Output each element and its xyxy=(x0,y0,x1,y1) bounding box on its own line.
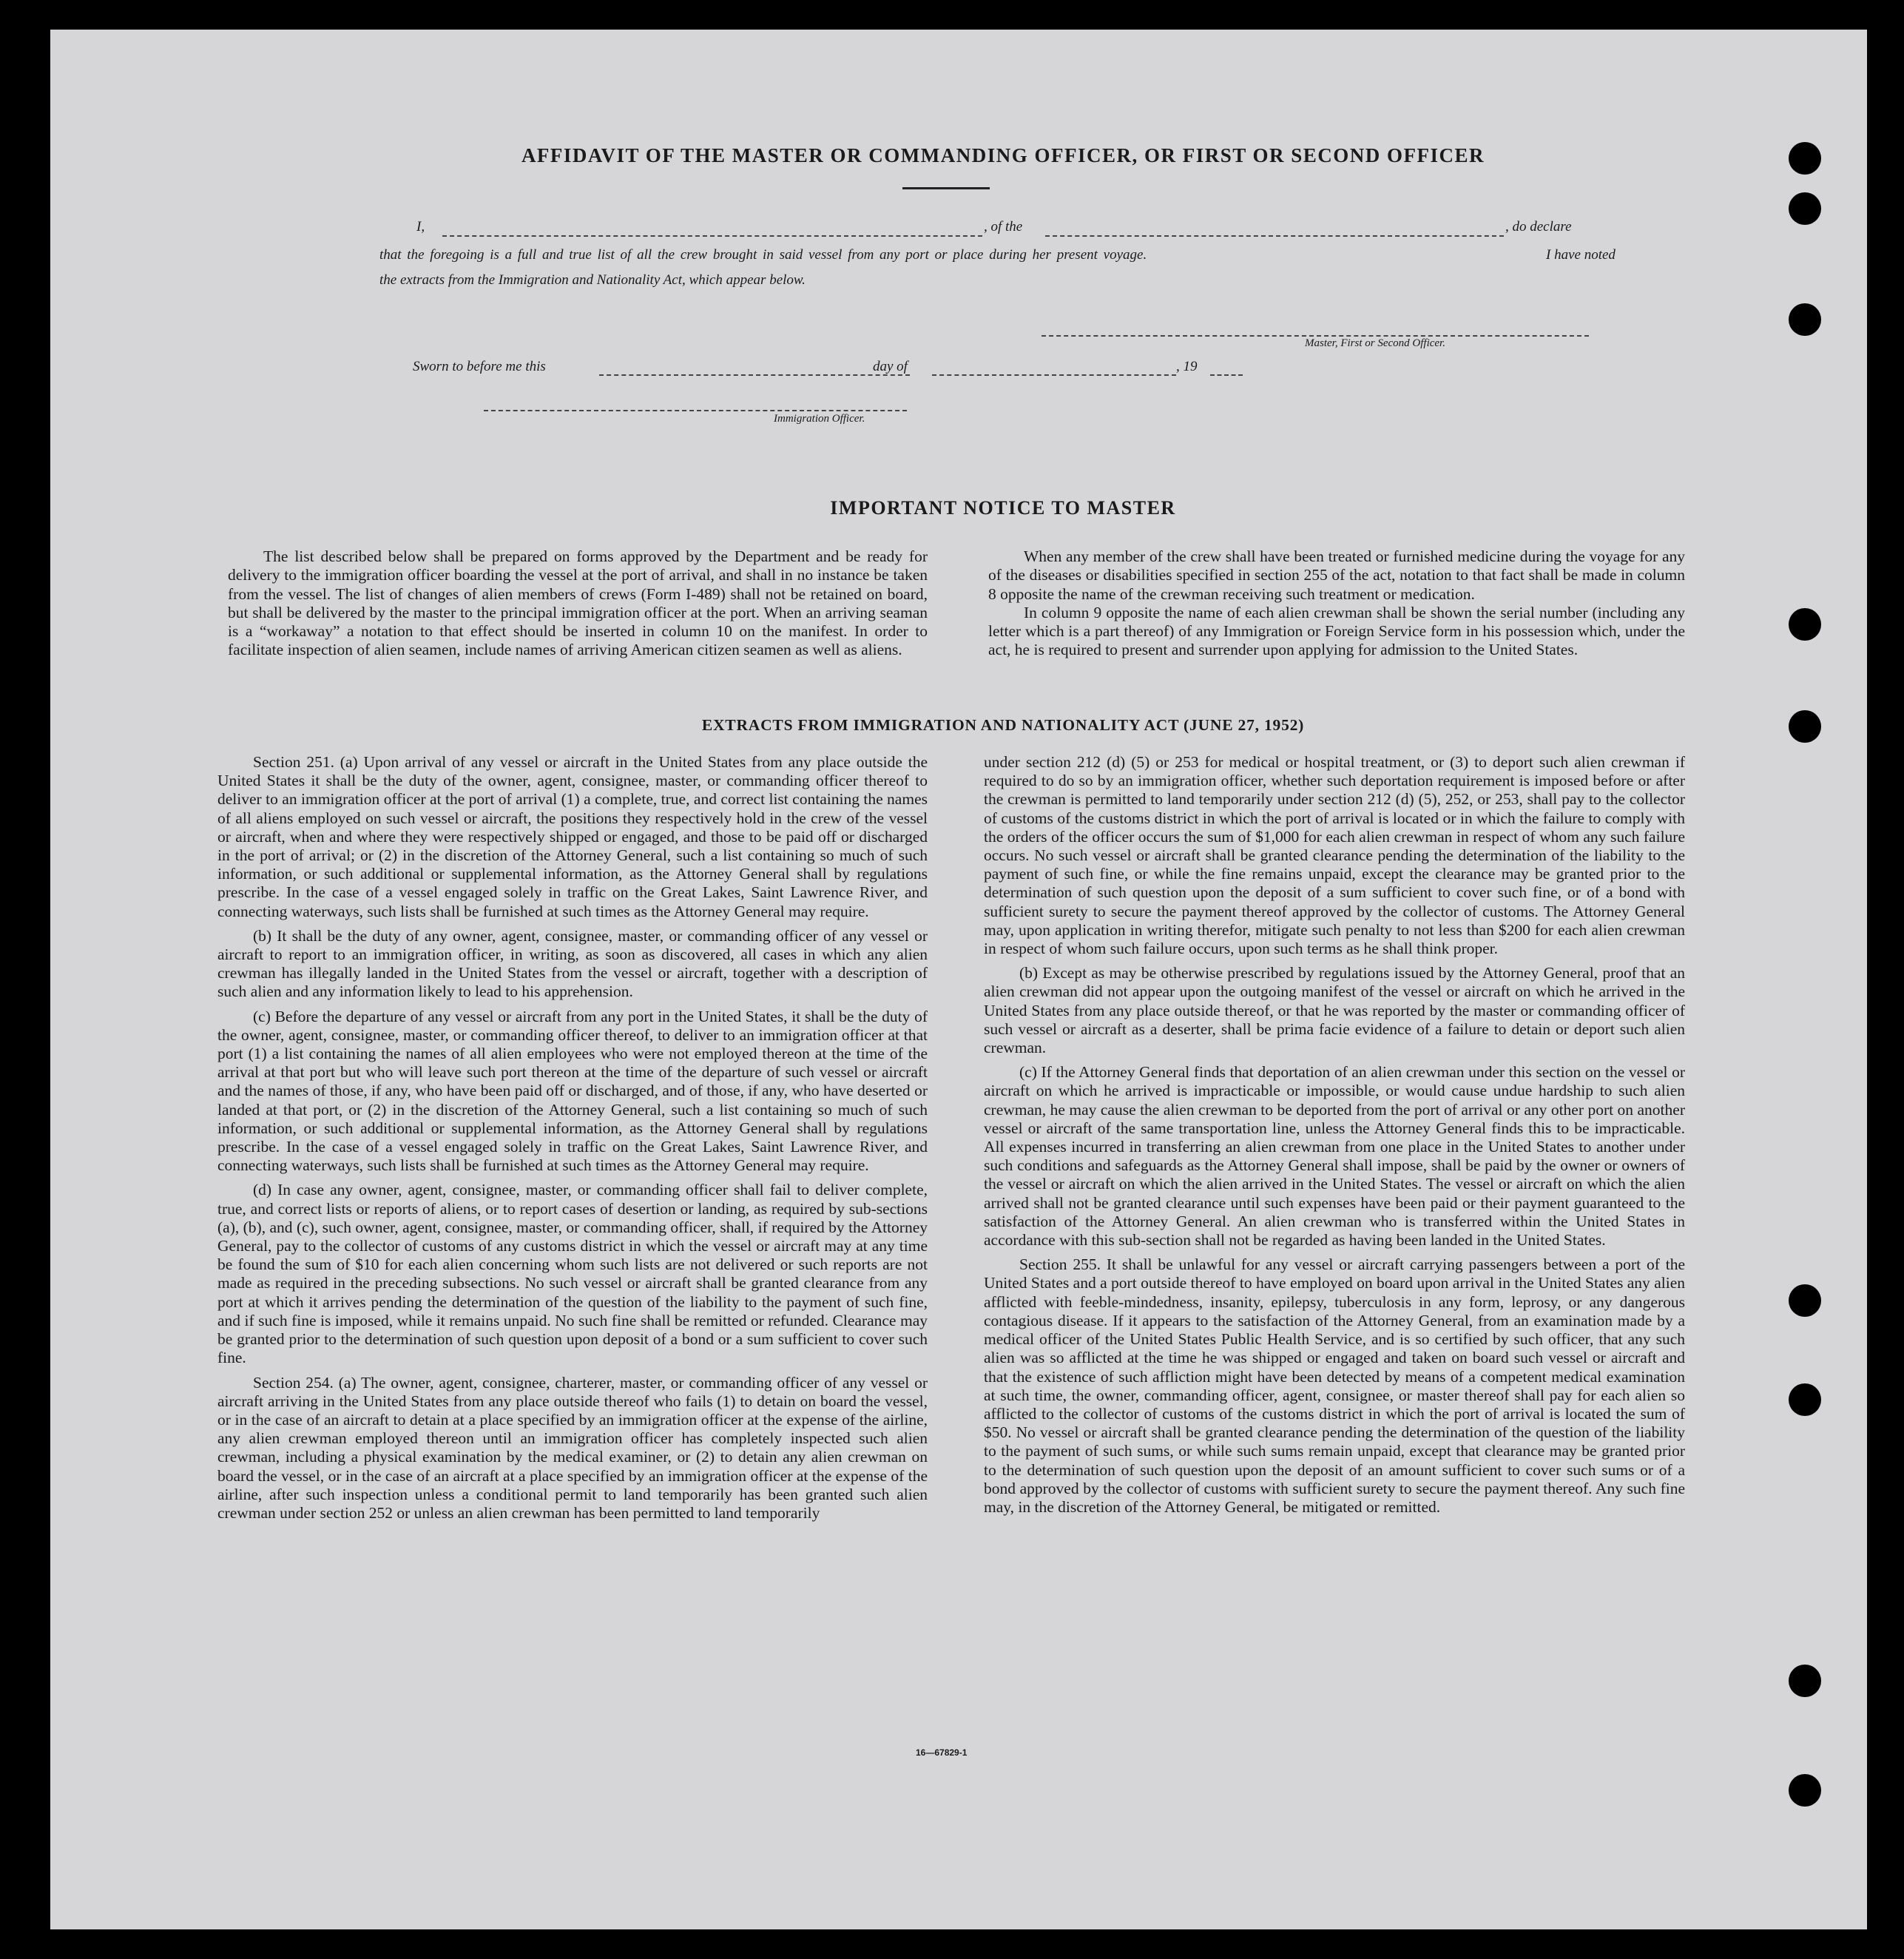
notice-right-text-1: When any member of the crew shall have been treated or furnished medicine during the voyage for any of the diseases or disabilities specified in section 255 of the act, notation to that fact shall be made in column 8 opposite the name of the crewman receiving such treatment or medication. xyxy=(988,547,1685,603)
binder-hole xyxy=(1789,1383,1821,1416)
officer-label: Immigration Officer. xyxy=(774,413,865,425)
section-254-a: Section 254. (a) The owner, agent, consignee, charterer, master, or commanding officer of any vessel or aircraft arriving in the United States from any place outside thereof who fails (1) to detain on board the vessel, or in the case of an aircraft to detain at a place specified by an immigration officer at the expense of the airline, any alien crewman employed thereon until an immigration officer has completely inspected such alien crewman, including a physical examination by the medical examiner, or (2) to detain any alien crewman on board the vessel, or in the case of an aircraft at a place specified by an immigration officer at the expense of the airline, after such inspection unless a conditional permit to land temporarily has been granted such alien crewman under section 252 or unless an alien crewman has been permitted to land temporarily xyxy=(217,1373,928,1522)
year-blank xyxy=(1210,374,1243,376)
affidavit-line2: that the foregoing is a full and true list of all the crew brought in said vessel from any port or place during her present voyage. xyxy=(379,247,1147,263)
binder-hole xyxy=(1789,303,1821,336)
section-251-d: (d) In case any owner, agent, consignee, master, or commanding officer shall fail to deliver complete, true, and correct lists or reports of aliens, or to report cases of desertion or landing, as required by sub-sections (a), (b), and (c), such owner, agent, consignee, master, or commanding officer, shall, if required by the Attorney General, pay to the collector of customs of any customs district in which the vessel or aircraft may at any time be found the sum of $10 for each alien concerning whom such lists are not delivered or such reports are not made as required in the preceding subsections. No such vessel or aircraft shall be granted clearance from any port at which it arrives pending the determination of the question of the liability to the payment of such fine, and if such fine is imposed, while it remains unpaid. No such fine shall be remitted or refunded. Clearance may be granted prior to the determination of such question upon deposit of a bond or a sum sufficient to cover such fine. xyxy=(217,1181,928,1367)
notice-left-text: The list described below shall be prepared on forms approved by the Department and be ready for delivery to the immigration officer boarding the vessel at the port of arrival, and shall in no instance be taken from the vessel. The list of changes of alien members of crews (Form I-489) shall not be retained on board, but shall be delivered by the master to the principal immigration officer at the port. When an arriving seaman is a “workaway” a notation to that effect should be inserted in column 10 on the manifest. In order to facilitate inspection of alien seamen, include names of arriving American citizen seamen as well as aliens. xyxy=(228,547,928,659)
vessel-blank xyxy=(1045,235,1504,237)
section-254-c: (c) If the Attorney General finds that deportation of an alien crewman under this section on the vessel or aircraft on which he arrived is impracticable or impossible, or would cause undue hardship to such alien crewman, he may cause the alien crewman to be deported from the port of arrival or any other port on another vessel or aircraft of the same transportation line, unless the Attorney General finds this to be impracticable. All expenses incurred in transferring an alien crewman from one place in the United States to another under such conditions and safeguards as the Attorney General shall impose, shall be paid by the owner or owners of the vessel or aircraft on which the alien arrived in the United States. The vessel or aircraft on which the alien arrived shall not be granted clearance until such expenses have been paid or their payment guaranteed to the satisfaction of the Attorney General. An alien crewman who is transferred within the United States in accordance with this sub-section shall not be regarded as having been landed in the United States. xyxy=(984,1063,1685,1250)
binder-hole xyxy=(1789,1284,1821,1317)
notice-right-column xyxy=(988,547,1685,660)
sworn-label: Sworn to before me this xyxy=(413,359,546,374)
affidavit-title: AFFIDAVIT OF THE MASTER OR COMMANDING OFFICER, OR FIRST OR SECOND OFFICER xyxy=(521,144,1485,166)
binder-hole xyxy=(1789,608,1821,641)
of-the-label: , of the xyxy=(984,219,1023,235)
notice-left-column xyxy=(228,547,928,660)
affidavit-i-label: I, xyxy=(416,219,425,235)
section-254-b: (b) Except as may be otherwise prescribed by regulations issued by the Attorney General, proof that an alien crewman did not appear upon the outgoing manifest of the vessel or aircraft on which he arrived in the United States from any place outside thereof, or that he was reported by the master or commanding officer of such vessel or aircraft as a deserter, shall be prima facie evidence of a failure to detain or deport such alien crewman. xyxy=(984,964,1685,1057)
master-label: Master, First or Second Officer. xyxy=(1305,337,1445,349)
sworn-day-blank xyxy=(599,374,910,376)
notice-right-text-2: In column 9 opposite the name of each alien crewman shall be shown the serial number (including any letter which is a part thereof) of any Immigration or Foreign Service form in his possession which, under the act, he is required to present and surrender upon applying for admission to the United States. xyxy=(988,603,1685,659)
officer-signature-line xyxy=(484,410,907,411)
extracts-left-column xyxy=(217,753,928,1528)
day-of-label: day of xyxy=(873,359,908,374)
extracts-title: EXTRACTS FROM IMMIGRATION AND NATIONALITY ACT (JUNE 27, 1952) xyxy=(701,716,1305,734)
binder-hole xyxy=(1789,1774,1821,1807)
section-255: Section 255. It shall be unlawful for any vessel or aircraft carrying passengers between a port of the United States and a port outside thereof to have employed on board upon arrival in the United States any alien afflicted with feeble-mindedness, insanity, epilepsy, tuberculosis in any form, leprosy, or any dangerous contagious disease. If it appears to the satisfaction of the Attorney General, from an examination made by a medical officer of the United States Public Health Service, and is so certified by such officer, that any such alien was so afflicted at the time he was shipped or engaged and taken on board such vessel or aircraft and that the existence of such affliction might have been detected by means of a competent medical examination at such time, the owner, commanding officer, agent, consignee, or master thereof shall pay for each alien so afflicted to the collector of customs of the customs district in which the port of arrival is located the sum of $50. No vessel or aircraft shall be granted clearance pending the determination of the question of the liability to the payment of such sums, or while such sums remain unpaid, except that clearance may be granted prior to the determination of such question upon the deposit of an amount sufficient to cover such sums or of a bond approved by the collector of customs with sufficient surety to secure the payment thereof. Any such fine may, in the discretion of the Attorney General, be mitigated or remitted. xyxy=(984,1255,1685,1516)
do-declare-label: , do declare xyxy=(1505,219,1572,235)
section-251-a: Section 251. (a) Upon arrival of any vessel or aircraft in the United States from any place outside the United States it shall be the duty of the owner, agent, consignee, master, or commanding officer thereof to deliver to an immigration officer at the port of arrival (1) a complete, true, and correct list containing the names of all aliens employed on such vessel or aircraft, the positions they respectively hold in the crew of the vessel or aircraft, when and where they were respectively shipped or engaged, and those to be paid off or discharged in the port of arrival; or (2) in the discretion of the Attorney General, such a list containing so much of such information, or such additional or supplemental information, as the Attorney General shall by regulations prescribe. In the case of a vessel engaged solely in traffic on the Great Lakes, Saint Lawrence River, and connecting waterways, such lists shall be furnished at such times as the Attorney General may require. xyxy=(217,753,928,920)
section-254-a-continued: under section 212 (d) (5) or 253 for medical or hospital treatment, or (3) to deport such alien crewman if required to do so by an immigration officer, whether such deportation requirement is imposed before or after the crewman is permitted to land temporarily under section 212 (d) (5), 252, or 253, shall pay to the collector of customs of the customs district in which the port of arrival is located or in which the failure to comply with the orders of the officer occurs the sum of $1,000 for each alien crewman in respect of whom any such failure occurs. No such vessel or aircraft shall be granted clearance pending the determination of the liability to the payment of such fine, or while the fine remains unpaid, except the clearance may be granted prior to the determination of such question upon the deposit of a sum sufficient to cover such fine, or of a bond with sufficient surety to secure the payment thereof approved by the collector of customs. The Attorney General may, upon application in writing therefor, mitigate such penalty to not less than $200 for each alien crewman in respect of whom such failure occurs, upon such terms as he shall think proper. xyxy=(984,753,1685,958)
affidavit-noted: I have noted xyxy=(1546,247,1616,263)
document-page xyxy=(50,30,1867,1929)
binder-hole xyxy=(1789,192,1821,225)
form-number: 16—67829-1 xyxy=(916,1747,968,1758)
title-rule xyxy=(902,187,990,189)
notice-title: IMPORTANT NOTICE TO MASTER xyxy=(830,497,1176,519)
affidavit-line3: the extracts from the Immigration and Nationality Act, which appear below. xyxy=(379,272,806,288)
month-blank xyxy=(932,374,1176,376)
year-label: , 19 xyxy=(1176,359,1198,374)
section-251-c: (c) Before the departure of any vessel or aircraft from any port in the United States, it shall be the duty of the owner, agent, consignee, master, or commanding officer thereof, to deliver to an immigration officer at that port (1) a list containing the names of all alien employees who were not employed thereon at the time of the arrival at that port but who will leave such port thereon at the time of the departure of such vessel or aircraft and the names of those, if any, who have been paid off or discharged, and of those, if any, who have deserted or landed at that port, or (2) in the discretion of the Attorney General, such a list containing so much of such information, or such additional or supplemental information, as the Attorney General shall by regulations prescribe. In the case of a vessel engaged solely in traffic on the Great Lakes, Saint Lawrence River, and connecting waterways, such lists shall be furnished at such times as the Attorney General may require. xyxy=(217,1007,928,1175)
section-251-b: (b) It shall be the duty of any owner, agent, consignee, master, or commanding officer of any vessel or aircraft to report to an immigration officer, in writing, as soon as discovered, all cases in which any alien crewman has illegally landed in the United States from the vessel or aircraft, together with a description of such alien and any information likely to lead to his apprehension. xyxy=(217,926,928,1001)
master-signature-line xyxy=(1042,335,1589,337)
name-blank xyxy=(442,235,982,237)
extracts-right-column xyxy=(984,753,1685,1523)
binder-hole xyxy=(1789,1665,1821,1697)
